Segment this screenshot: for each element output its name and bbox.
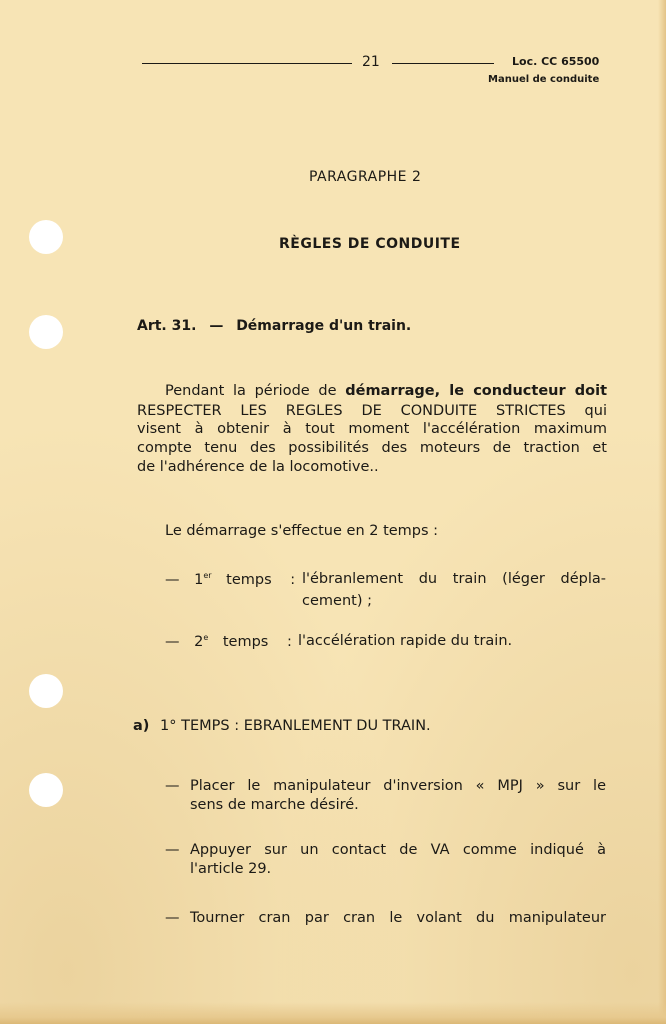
step-2-line-2: l'article 29. — [190, 861, 272, 877]
page-edge-right — [658, 0, 666, 1024]
punch-hole — [29, 674, 63, 708]
section-a-title: 1° TEMPS : EBRANLEMENT DU TRAIN. — [160, 718, 431, 734]
phase-ordinal-suffix: er — [203, 571, 212, 580]
phase-1-text-line-2: cement) ; — [302, 593, 372, 609]
phase-item-1 — [165, 571, 295, 588]
intro-line-1 — [165, 383, 607, 399]
manual-label: Manuel de conduite — [488, 74, 600, 85]
page-number: 21 — [362, 54, 380, 70]
phase-label: temps — [222, 633, 269, 650]
article-title: Démarrage d'un train. — [236, 318, 412, 334]
intro-line-1-bold: démarrage, le conducteur doit — [345, 383, 608, 399]
section-a-heading — [133, 718, 431, 734]
header-rule-left — [142, 63, 352, 64]
phase-ordinal: 2 — [194, 633, 204, 650]
step-1-line-1: Placer le manipulateur d'inversion « MPJ » sur le — [190, 778, 606, 794]
punch-hole — [29, 315, 63, 349]
intro-line-4: compte tenu des possibilités des moteurs de traction et — [137, 440, 607, 456]
article-heading — [137, 318, 411, 334]
section-a-letter: a) — [133, 718, 150, 734]
article-dash: — — [209, 318, 224, 334]
intro-line-1-text: Pendant la période de — [165, 383, 346, 399]
intro-line-2: RESPECTER LES REGLES DE CONDUITE STRICTES qui — [137, 403, 607, 419]
step-1-dash: — — [165, 778, 180, 794]
locomotive-label: Loc. CC 65500 — [512, 55, 600, 68]
step-2-dash: — — [165, 842, 180, 858]
phase-colon: : — [286, 633, 292, 650]
step-3-dash: — — [165, 910, 180, 926]
intro-line-5: de l'adhérence de la locomotive.. — [137, 459, 379, 475]
intro-line-3: visent à obtenir à tout moment l'accélération maximum — [137, 421, 607, 437]
paragraph-label: PARAGRAPHE 2 — [309, 169, 422, 185]
step-3-line-1: Tourner cran par cran le volant du manipulateur — [190, 910, 606, 926]
phases-intro: Le démarrage s'effectue en 2 temps : — [165, 523, 439, 539]
header-rule-right — [392, 63, 494, 64]
punch-hole — [29, 220, 63, 254]
phase-ordinal: 1 — [194, 571, 204, 588]
punch-hole — [29, 773, 63, 807]
phase-1-text-line-1: l'ébranlement du train (léger dépla- — [302, 571, 606, 587]
phase-item-2 — [165, 633, 292, 650]
page-edge-bottom — [0, 1002, 666, 1024]
phase-label: temps — [226, 571, 272, 588]
phase-dash: — — [165, 633, 180, 650]
phase-dash: — — [165, 571, 180, 588]
section-title: RÈGLES DE CONDUITE — [279, 236, 461, 252]
phase-2-text-line-1: l'accélération rapide du train. — [298, 633, 513, 649]
step-1-line-2: sens de marche désiré. — [190, 797, 359, 813]
phase-colon: : — [290, 571, 296, 588]
step-2-line-1: Appuyer sur un contact de VA comme indiqué à — [190, 842, 606, 858]
phase-ordinal-suffix: e — [203, 633, 209, 642]
article-number: Art. 31. — [137, 318, 197, 334]
